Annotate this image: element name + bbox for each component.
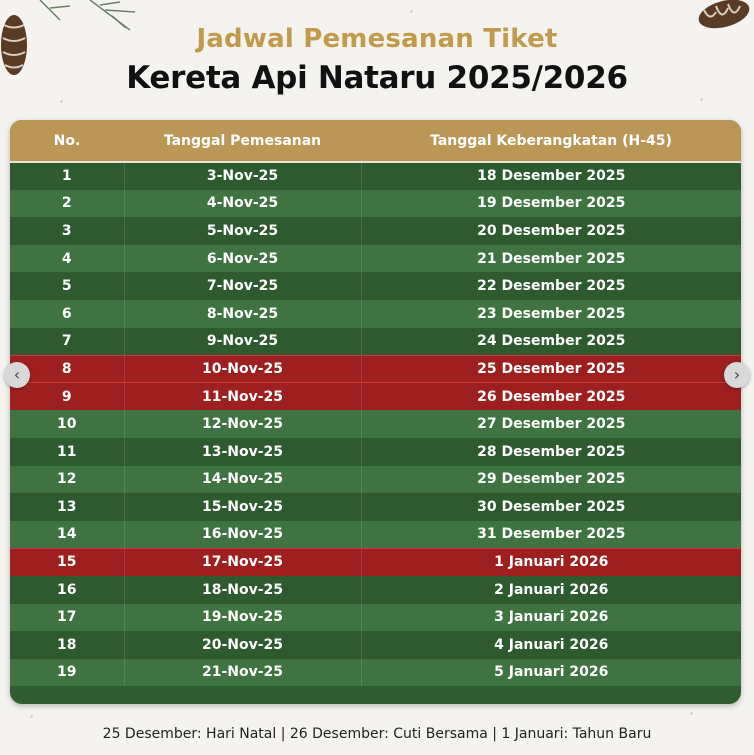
booking-date-cell: 20-Nov-25 bbox=[124, 631, 361, 659]
booking-date-cell: 7-Nov-25 bbox=[124, 272, 361, 300]
departure-date-cell: 20 Desember 2025 bbox=[361, 217, 741, 245]
table-row bbox=[10, 383, 741, 411]
table-row bbox=[10, 493, 741, 521]
chevron-right-icon: › bbox=[733, 365, 741, 384]
booking-date-cell: 5-Nov-25 bbox=[124, 217, 361, 245]
booking-date-cell: 15-Nov-25 bbox=[124, 493, 361, 521]
booking-date-cell: 18-Nov-25 bbox=[124, 576, 361, 604]
booking-date-cell: 4-Nov-25 bbox=[124, 190, 361, 218]
departure-date-cell: 4 Januari 2026 bbox=[361, 631, 741, 659]
booking-date-cell: 16-Nov-25 bbox=[124, 521, 361, 549]
holiday-footnote: 25 Desember: Hari Natal | 26 Desember: Cuti Bersama | 1 Januari: Tahun Baru bbox=[102, 726, 652, 742]
departure-date-cell: 2 Januari 2026 bbox=[361, 576, 741, 604]
table-row bbox=[10, 521, 741, 549]
departure-date-cell: 26 Desember 2025 bbox=[361, 383, 741, 411]
row-number-cell: 19 bbox=[10, 659, 124, 687]
table-row bbox=[10, 300, 741, 328]
booking-date-cell: 13-Nov-25 bbox=[124, 438, 361, 466]
row-number-cell: 10 bbox=[10, 410, 124, 438]
departure-date-cell: 24 Desember 2025 bbox=[361, 328, 741, 356]
row-number-cell: 3 bbox=[10, 217, 124, 245]
departure-date-cell: 23 Desember 2025 bbox=[361, 300, 741, 328]
booking-date-cell: 9-Nov-25 bbox=[124, 328, 361, 356]
table-row bbox=[10, 604, 741, 632]
table-row bbox=[10, 576, 741, 604]
departure-date-cell: 29 Desember 2025 bbox=[361, 466, 741, 494]
table-row bbox=[10, 162, 741, 190]
departure-date-cell: 27 Desember 2025 bbox=[361, 410, 741, 438]
booking-date-cell: 21-Nov-25 bbox=[124, 659, 361, 687]
page-title-line2: Kereta Api Nataru 2025/2026 bbox=[126, 60, 628, 96]
departure-date-cell: 28 Desember 2025 bbox=[361, 438, 741, 466]
departure-date-cell: 19 Desember 2025 bbox=[361, 190, 741, 218]
booking-date-cell: 10-Nov-25 bbox=[124, 355, 361, 383]
booking-date-cell: 12-Nov-25 bbox=[124, 410, 361, 438]
header-departure-date: Tanggal Keberangkatan (H-45) bbox=[361, 120, 741, 162]
row-number-cell: 18 bbox=[10, 631, 124, 659]
row-number-cell: 8 bbox=[10, 355, 124, 383]
carousel-next-button[interactable] bbox=[724, 362, 750, 388]
table-row bbox=[10, 245, 741, 273]
row-number-cell: 15 bbox=[10, 548, 124, 576]
departure-date-cell: 5 Januari 2026 bbox=[361, 659, 741, 687]
table-row bbox=[10, 272, 741, 300]
table-row bbox=[10, 659, 741, 687]
page-title-line1: Jadwal Pemesanan Tiket bbox=[196, 24, 558, 54]
booking-date-cell: 17-Nov-25 bbox=[124, 548, 361, 576]
row-number-cell: 17 bbox=[10, 604, 124, 632]
table-row bbox=[10, 438, 741, 466]
table-row bbox=[10, 548, 741, 576]
row-number-cell: 13 bbox=[10, 493, 124, 521]
booking-date-cell: 3-Nov-25 bbox=[124, 162, 361, 190]
departure-date-cell: 21 Desember 2025 bbox=[361, 245, 741, 273]
row-number-cell: 4 bbox=[10, 245, 124, 273]
table-row bbox=[10, 355, 741, 383]
table-header-row bbox=[10, 120, 741, 162]
row-number-cell: 1 bbox=[10, 162, 124, 190]
departure-date-cell: 3 Januari 2026 bbox=[361, 604, 741, 632]
table-row bbox=[10, 410, 741, 438]
table-body bbox=[10, 162, 741, 686]
row-number-cell: 11 bbox=[10, 438, 124, 466]
row-number-cell: 6 bbox=[10, 300, 124, 328]
snow-speck bbox=[690, 712, 693, 715]
schedule-table bbox=[10, 120, 741, 686]
table-row bbox=[10, 217, 741, 245]
snow-speck bbox=[60, 100, 63, 103]
carousel-prev-button[interactable] bbox=[4, 362, 30, 388]
row-number-cell: 5 bbox=[10, 272, 124, 300]
row-number-cell: 2 bbox=[10, 190, 124, 218]
table-row bbox=[10, 328, 741, 356]
table-row bbox=[10, 190, 741, 218]
row-number-cell: 16 bbox=[10, 576, 124, 604]
booking-date-cell: 8-Nov-25 bbox=[124, 300, 361, 328]
table-row bbox=[10, 466, 741, 494]
header-booking-date: Tanggal Pemesanan bbox=[124, 120, 361, 162]
departure-date-cell: 18 Desember 2025 bbox=[361, 162, 741, 190]
table-row bbox=[10, 631, 741, 659]
snow-speck bbox=[30, 715, 33, 718]
booking-date-cell: 14-Nov-25 bbox=[124, 466, 361, 494]
booking-date-cell: 11-Nov-25 bbox=[124, 383, 361, 411]
departure-date-cell: 31 Desember 2025 bbox=[361, 521, 741, 549]
row-number-cell: 12 bbox=[10, 466, 124, 494]
row-number-cell: 14 bbox=[10, 521, 124, 549]
schedule-table-card bbox=[10, 120, 741, 704]
departure-date-cell: 1 Januari 2026 bbox=[361, 548, 741, 576]
snow-speck bbox=[410, 10, 413, 13]
booking-date-cell: 6-Nov-25 bbox=[124, 245, 361, 273]
snow-speck bbox=[700, 98, 703, 101]
departure-date-cell: 22 Desember 2025 bbox=[361, 272, 741, 300]
booking-date-cell: 19-Nov-25 bbox=[124, 604, 361, 632]
header-no: No. bbox=[10, 120, 124, 162]
departure-date-cell: 25 Desember 2025 bbox=[361, 355, 741, 383]
chevron-left-icon: ‹ bbox=[13, 365, 21, 384]
row-number-cell: 7 bbox=[10, 328, 124, 356]
departure-date-cell: 30 Desember 2025 bbox=[361, 493, 741, 521]
row-number-cell: 9 bbox=[10, 383, 124, 411]
